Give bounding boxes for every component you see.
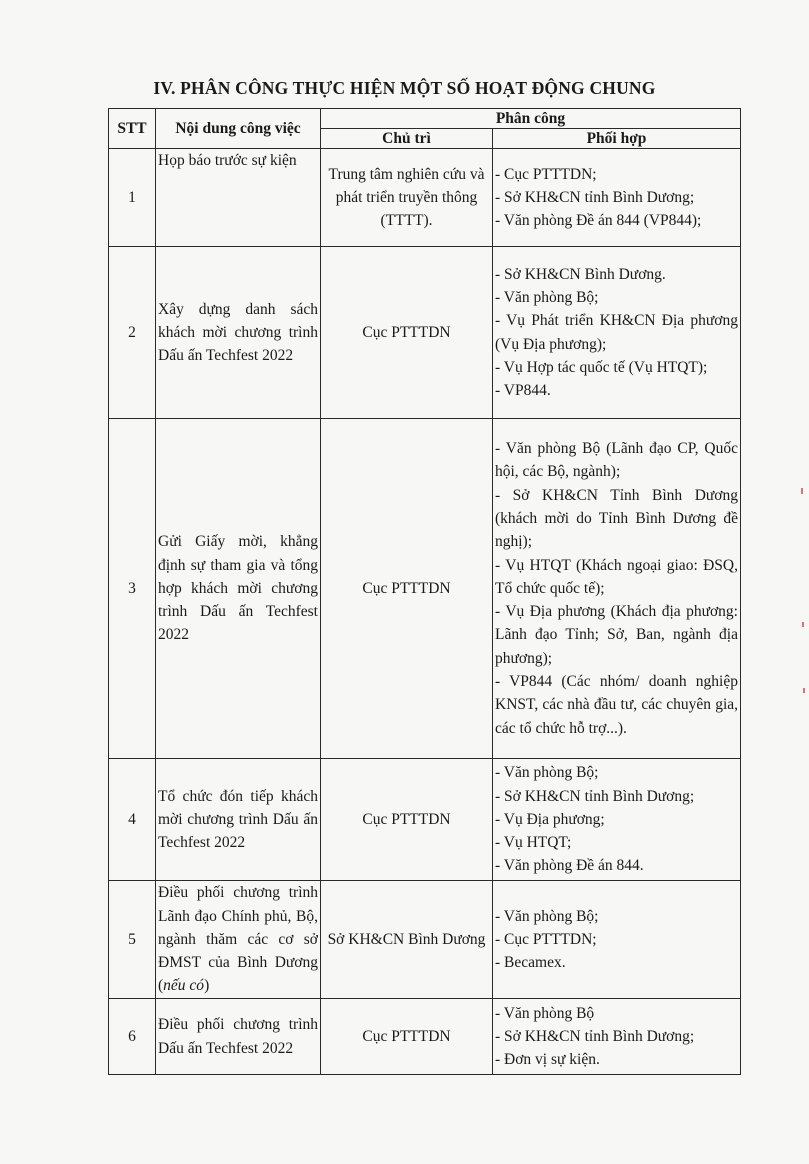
header-content: Nội dung công việc <box>156 109 321 149</box>
coordinate-item: - Vụ Hợp tác quốc tế (Vụ HTQT); <box>495 358 708 376</box>
coordinate-item: - Vụ Địa phương; <box>495 810 605 828</box>
table-row <box>109 881 741 999</box>
row-stt: 5 <box>109 881 156 999</box>
row-stt: 1 <box>109 149 156 247</box>
coordinate-item: - Văn phòng Đề án 844. <box>495 857 644 875</box>
header-assignment: Phân công <box>321 109 741 129</box>
row-stt: 2 <box>109 247 156 419</box>
coordinate-item: - Đơn vị sự kiện. <box>495 1051 600 1069</box>
row-content: Điều phối chương trình Dấu ấn Techfest 2022 <box>156 999 321 1075</box>
coordinate-item: - Văn phòng Bộ; <box>495 764 599 782</box>
coordinate-item: - Vụ Phát triển KH&CN Địa phương (Vụ Địa phương); <box>495 312 738 353</box>
coordinate-item: - Vụ HTQT; <box>495 834 572 852</box>
table-row <box>109 999 741 1075</box>
coordinate-item: - Sở KH&CN tỉnh Bình Dương; <box>495 787 695 805</box>
section-title: IV. PHÂN CÔNG THỰC HIỆN MỘT SỐ HOẠT ĐỘNG CHUNG <box>153 78 656 98</box>
coordinate-item: - Văn phòng Bộ (Lãnh đạo CP, Quốc hội, các Bộ, ngành); <box>495 440 738 481</box>
content-text: Điều phối chương trình Lãnh đạo Chính phủ, Bộ, ngành thăm các cơ sở ĐMST của Bình Dương <box>158 884 318 972</box>
row-coordinate <box>493 419 741 759</box>
row-lead: Cục PTTTDN <box>321 759 493 881</box>
content-note: nếu có <box>163 977 205 995</box>
row-lead: Cục PTTTDN <box>321 999 493 1075</box>
table-row <box>109 759 741 881</box>
row-coordinate <box>493 247 741 419</box>
coordinate-item: - Văn phòng Bộ; <box>495 907 599 925</box>
coordinate-item: - Sở KH&CN tỉnh Bình Dương; <box>495 188 695 206</box>
row-content: Họp báo trước sự kiện <box>156 149 321 247</box>
row-stt: 3 <box>109 419 156 759</box>
assignment-table <box>108 108 741 1075</box>
scan-mark <box>803 688 805 693</box>
table-row <box>109 419 741 759</box>
coordinate-item: - Văn phòng Đề án 844 (VP844); <box>495 212 702 230</box>
table-row <box>109 247 741 419</box>
coordinate-item: - Sở KH&CN Tỉnh Bình Dương (khách mời do Tỉnh Bình Dương đề nghị); <box>495 486 738 551</box>
table-row <box>109 149 741 247</box>
row-lead: Cục PTTTDN <box>321 419 493 759</box>
row-content: Xây dựng danh sách khách mời chương trình Dấu ấn Techfest 2022 <box>156 247 321 419</box>
coordinate-item: - Vụ HTQT (Khách ngoại giao: ĐSQ, Tổ chức quốc tế); <box>495 556 738 597</box>
row-content: Điều phối chương trình Lãnh đạo Chính phủ, Bộ, ngành thăm các cơ sở ĐMST của Bình Dương (nếu có) <box>156 881 321 999</box>
coordinate-item: - Văn phòng Bộ <box>495 1004 595 1022</box>
coordinate-item: - Sở KH&CN Bình Dương. <box>495 265 666 283</box>
row-lead: Cục PTTTDN <box>321 247 493 419</box>
row-content: Gửi Giấy mời, khẳng định sự tham gia và tổng hợp khách mời chương trình Dấu ấn Techfest 2022 <box>156 419 321 759</box>
coordinate-item: - Cục PTTTDN; <box>495 930 597 948</box>
row-stt: 4 <box>109 759 156 881</box>
coordinate-item: - VP844 (Các nhóm/ doanh nghiệp KNST, các nhà đầu tư, các chuyên gia, các tổ chức hỗ trợ...). <box>495 673 738 737</box>
row-stt: 6 <box>109 999 156 1075</box>
row-lead: Sở KH&CN Bình Dương <box>321 881 493 999</box>
row-coordinate <box>493 149 741 247</box>
coordinate-item: - VP844. <box>495 382 551 400</box>
row-coordinate <box>493 999 741 1075</box>
coordinate-item: - Vụ Địa phương (Khách địa phương: Lãnh đạo Tỉnh; Sở, Ban, ngành địa phương); <box>495 603 738 667</box>
coordinate-item: - Cục PTTTDN; <box>495 165 597 183</box>
header-stt: STT <box>109 109 156 149</box>
scan-mark <box>801 488 803 494</box>
row-coordinate <box>493 881 741 999</box>
coordinate-item: - Văn phòng Bộ; <box>495 288 599 306</box>
row-coordinate <box>493 759 741 881</box>
coordinate-item: - Sở KH&CN tỉnh Bình Dương; <box>495 1027 695 1045</box>
header-coordinate: Phối hợp <box>493 129 741 149</box>
row-lead: Trung tâm nghiên cứu và phát triển truyền thông (TTTT). <box>321 149 493 247</box>
scan-mark <box>802 622 804 627</box>
row-content: Tổ chức đón tiếp khách mời chương trình Dấu ấn Techfest 2022 <box>156 759 321 881</box>
coordinate-item: - Becamex. <box>495 954 566 972</box>
header-lead: Chủ trì <box>321 129 493 149</box>
